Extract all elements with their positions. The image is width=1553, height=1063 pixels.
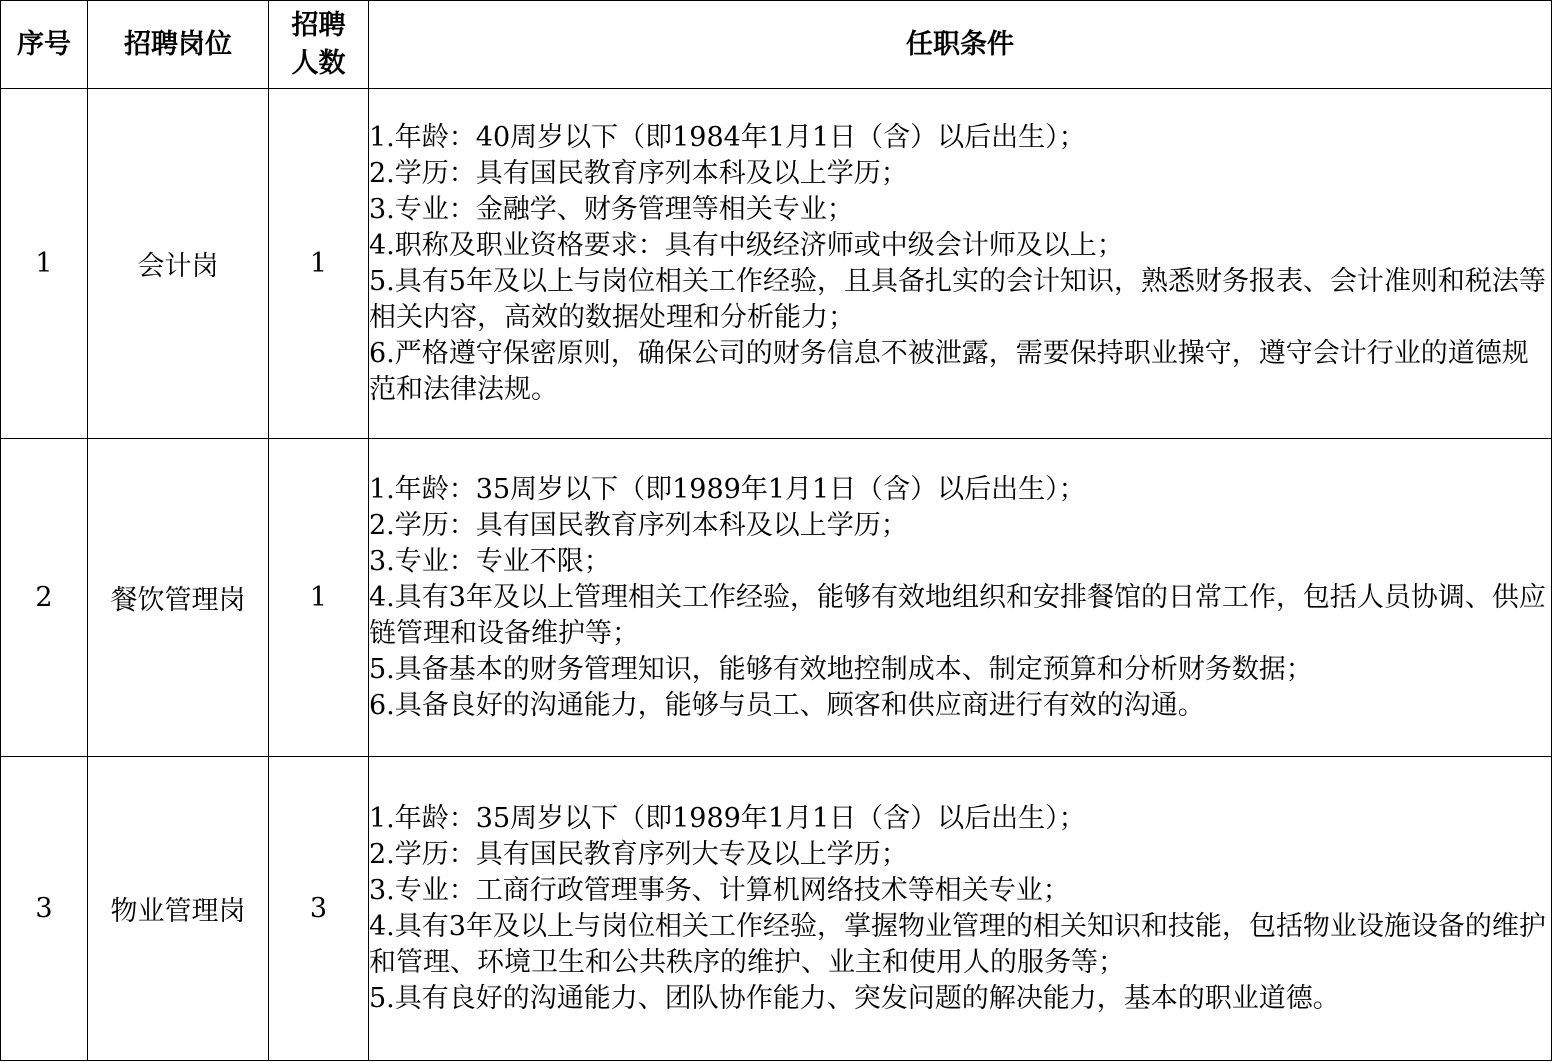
requirement-item: 3.专业：专业不限； bbox=[369, 545, 611, 577]
row-requirements bbox=[369, 439, 1552, 757]
header-count-line1: 招聘 bbox=[291, 9, 346, 41]
requirement-item: 5.具有5年及以上与岗位相关工作经验，且具备扎实的会计知识，熟悉财务报表、会计准则和税法等相关内容，高效的数据处理和分析能力； bbox=[369, 265, 1546, 333]
requirement-item: 6.严格遵守保密原则，确保公司的财务信息不被泄露，需要保持职业操守，遵守会计行业的道德规范和法律法规。 bbox=[369, 337, 1529, 405]
header-requirements: 任职条件 bbox=[369, 1, 1552, 89]
requirement-item: 4.职称及职业资格要求：具有中级经济师或中级会计师及以上； bbox=[369, 229, 1124, 261]
header-position: 招聘岗位 bbox=[88, 1, 269, 89]
requirement-item: 1.年龄：35周岁以下（即1989年1月1日（含）以后出生）； bbox=[369, 473, 1086, 505]
row-position: 物业管理岗 bbox=[88, 757, 269, 1061]
requirement-item: 2.学历：具有国民教育序列大专及以上学历； bbox=[369, 838, 908, 870]
table-row bbox=[1, 439, 1552, 757]
requirement-item: 5.具备基本的财务管理知识，能够有效地控制成本、制定预算和分析财务数据； bbox=[369, 653, 1313, 685]
requirement-item: 3.专业：金融学、财务管理等相关专业； bbox=[369, 193, 854, 225]
row-no: 2 bbox=[1, 439, 88, 757]
requirement-item: 3.专业：工商行政管理事务、计算机网络技术等相关专业； bbox=[369, 874, 1070, 906]
requirement-item: 6.具备良好的沟通能力，能够与员工、顾客和供应商进行有效的沟通。 bbox=[369, 689, 1205, 721]
requirement-item: 4.具有3年及以上与岗位相关工作经验，掌握物业管理的相关知识和技能，包括物业设施设备的维护和管理、环境卫生和公共秩序的维护、业主和使用人的服务等； bbox=[369, 910, 1546, 978]
requirement-item: 2.学历：具有国民教育序列本科及以上学历； bbox=[369, 509, 908, 541]
row-count: 1 bbox=[269, 439, 369, 757]
requirement-item: 1.年龄：35周岁以下（即1989年1月1日（含）以后出生）； bbox=[369, 802, 1086, 834]
row-requirements bbox=[369, 757, 1552, 1061]
header-count bbox=[269, 1, 369, 89]
row-count: 1 bbox=[269, 89, 369, 439]
requirement-item: 1.年龄：40周岁以下（即1984年1月1日（含）以后出生）； bbox=[369, 121, 1086, 153]
row-count: 3 bbox=[269, 757, 369, 1061]
table-row bbox=[1, 757, 1552, 1061]
row-no: 1 bbox=[1, 89, 88, 439]
header-no: 序号 bbox=[1, 1, 88, 89]
row-position: 餐饮管理岗 bbox=[88, 439, 269, 757]
requirement-item: 2.学历：具有国民教育序列本科及以上学历； bbox=[369, 157, 908, 189]
header-count-line2: 人数 bbox=[291, 47, 346, 79]
requirement-item: 5.具有良好的沟通能力、团队协作能力、突发问题的解决能力，基本的职业道德。 bbox=[369, 982, 1340, 1014]
requirement-item: 4.具有3年及以上管理相关工作经验，能够有效地组织和安排餐馆的日常工作，包括人员协调、供应链管理和设备维护等； bbox=[369, 581, 1546, 649]
table-header-row bbox=[1, 1, 1552, 89]
row-position: 会计岗 bbox=[88, 89, 269, 439]
table-row bbox=[1, 89, 1552, 439]
row-requirements bbox=[369, 89, 1552, 439]
row-no: 3 bbox=[1, 757, 88, 1061]
